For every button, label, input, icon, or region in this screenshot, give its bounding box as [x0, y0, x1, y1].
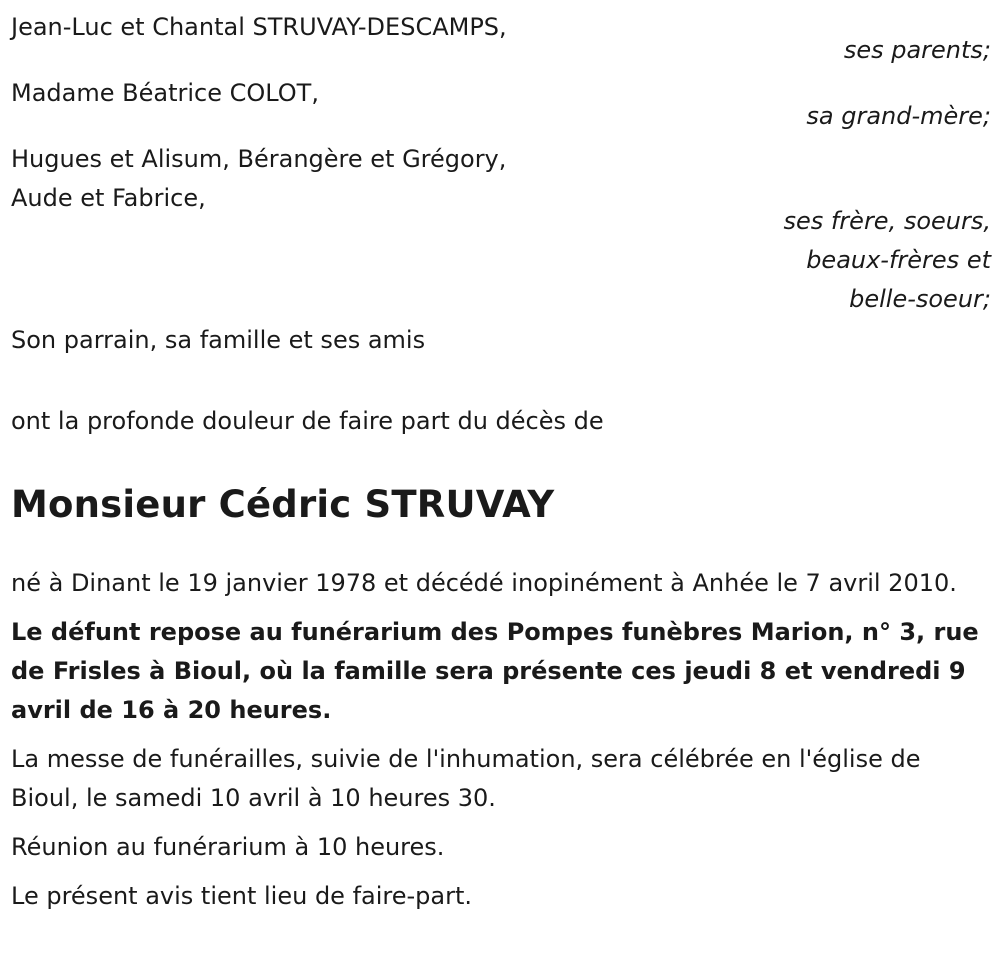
grandmother-group	[11, 74, 991, 136]
siblings-group	[11, 140, 991, 319]
siblings-names-line1: Hugues et Alisum, Bérangère et Grégory,	[11, 145, 507, 173]
notice-statement: Le présent avis tient lieu de faire-part.	[11, 882, 473, 910]
parents-role: ses parents;	[843, 36, 991, 64]
siblings-role-line1: ses frère, soeurs,	[783, 207, 991, 235]
grandmother-role: sa grand-mère;	[806, 102, 991, 130]
parents-group	[11, 8, 991, 70]
siblings-role-line2: beaux-frères et	[806, 246, 991, 274]
birth-death-info: né à Dinant le 19 janvier 1978 et décédé inopinément à Anhée le 7 avril 2010.	[11, 569, 957, 597]
siblings-role-line3: belle-soeur;	[849, 285, 991, 313]
announcement-intro: ont la profonde douleur de faire part du décès de	[11, 407, 604, 435]
siblings-names-line2: Aude et Fabrice,	[11, 184, 206, 212]
obituary-notice	[11, 8, 991, 916]
godfather-family-friends: Son parrain, sa famille et ses amis	[11, 326, 426, 354]
repose-info: Le défunt repose au funérarium des Pompes funèbres Marion, n° 3, rue de Frisles à Bioul, où la famille sera présente ces jeudi 8 et vendredi 9 avril de 16 à 20 heures.	[11, 618, 979, 724]
funeral-mass-info: La messe de funérailles, suivie de l'inhumation, sera célébrée en l'église de Bioul, le samedi 10 avril à 10 heures 30.	[11, 745, 921, 812]
deceased-name: Monsieur Cédric STRUVAY	[11, 483, 555, 526]
reunion-info: Réunion au funérarium à 10 heures.	[11, 833, 445, 861]
siblings-role	[11, 202, 991, 319]
grandmother-name: Madame Béatrice COLOT,	[11, 79, 319, 107]
parents-names: Jean-Luc et Chantal STRUVAY-DESCAMPS,	[11, 13, 507, 41]
